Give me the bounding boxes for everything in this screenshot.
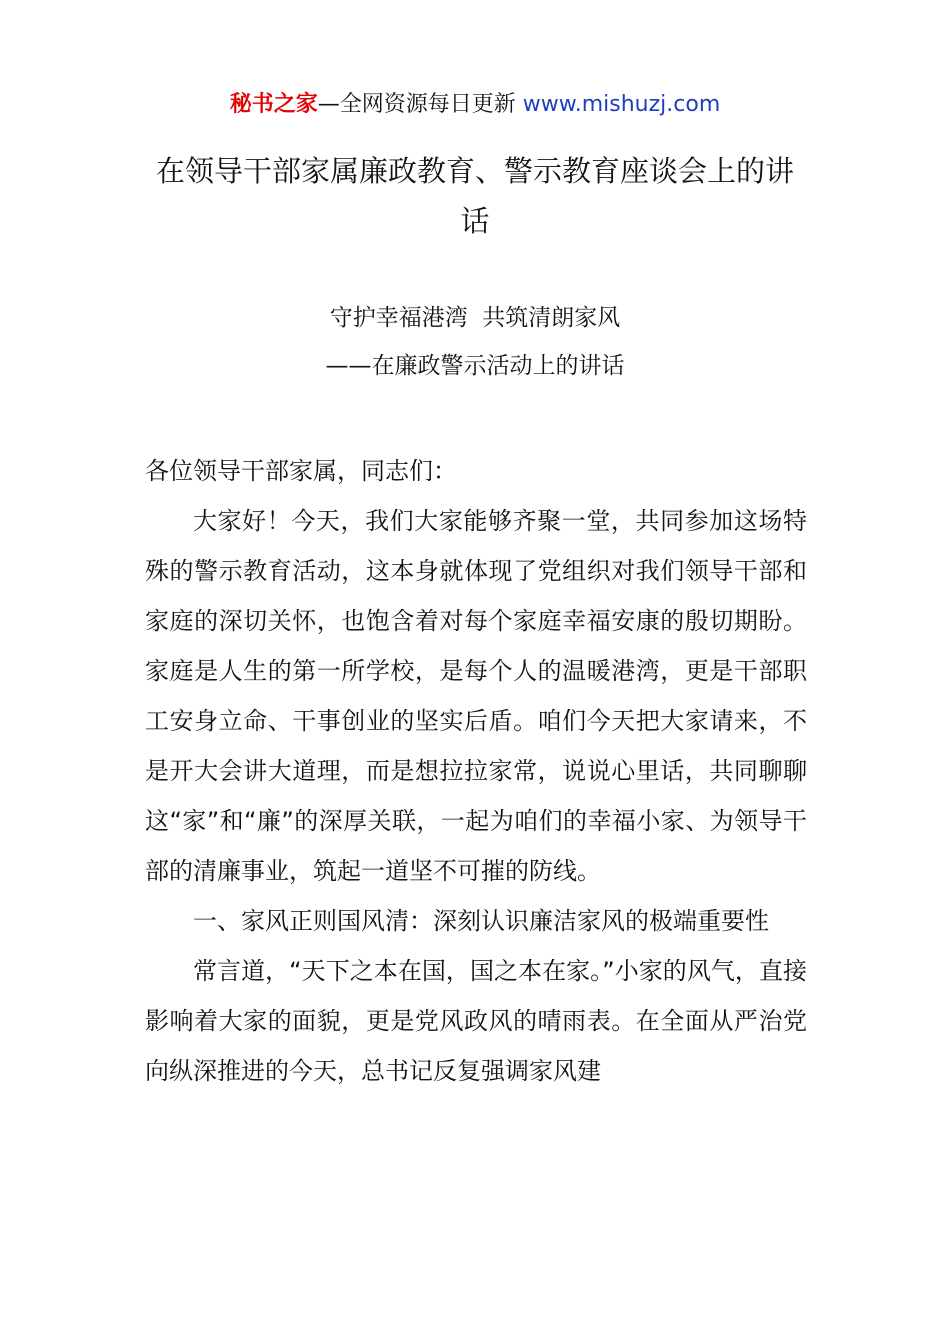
site-header [0,86,950,124]
site-name: 秘书之家 [229,92,318,117]
section-heading: 一、家风正则国风清：深刻认识廉洁家风的极端重要性 [193,907,769,935]
speech-occasion: ——在廉政警示活动上的讲话 [325,353,625,379]
site-url-link[interactable]: www.mishuzj.com [522,92,721,117]
document-body [145,446,807,1096]
site-tagline: —全网资源每日更新 [317,92,516,117]
salutation: 各位领导干部家属，同志们： [145,457,457,485]
speech-subtitle: 守护幸福港湾 共筑清朗家风 [329,305,621,331]
body-paragraph: 大家好！今天，我们大家能够齐聚一堂，共同参加这场特殊的警示教育活动，这本身就体现了党组织对我们领导干部和家庭的深切关怀，也饱含着对每个家庭幸福安康的殷切期盼。家庭是人生的第一所学校，是每个人的温暖港湾，更是干部职工安身立命、干事创业的坚实后盾。咱们今天把大家请来，不是开大会讲大道理，而是想拉拉家常，说说心里话，共同聊聊这“家”和“廉”的深厚关联，一起为咱们的幸福小家、为领导干部的清廉事业，筑起一道坚不可摧的防线。 [145,507,807,885]
body-paragraph: 常言道，“天下之本在国，国之本在家。”小家的风气，直接影响着大家的面貌，更是党风政风的晴雨表。在全面从严治党向纵深推进的今天，总书记反复强调家风建 [145,957,807,1085]
document-title: 在领导干部家属廉政教育、警示教育座谈会上的讲话 [155,154,794,238]
